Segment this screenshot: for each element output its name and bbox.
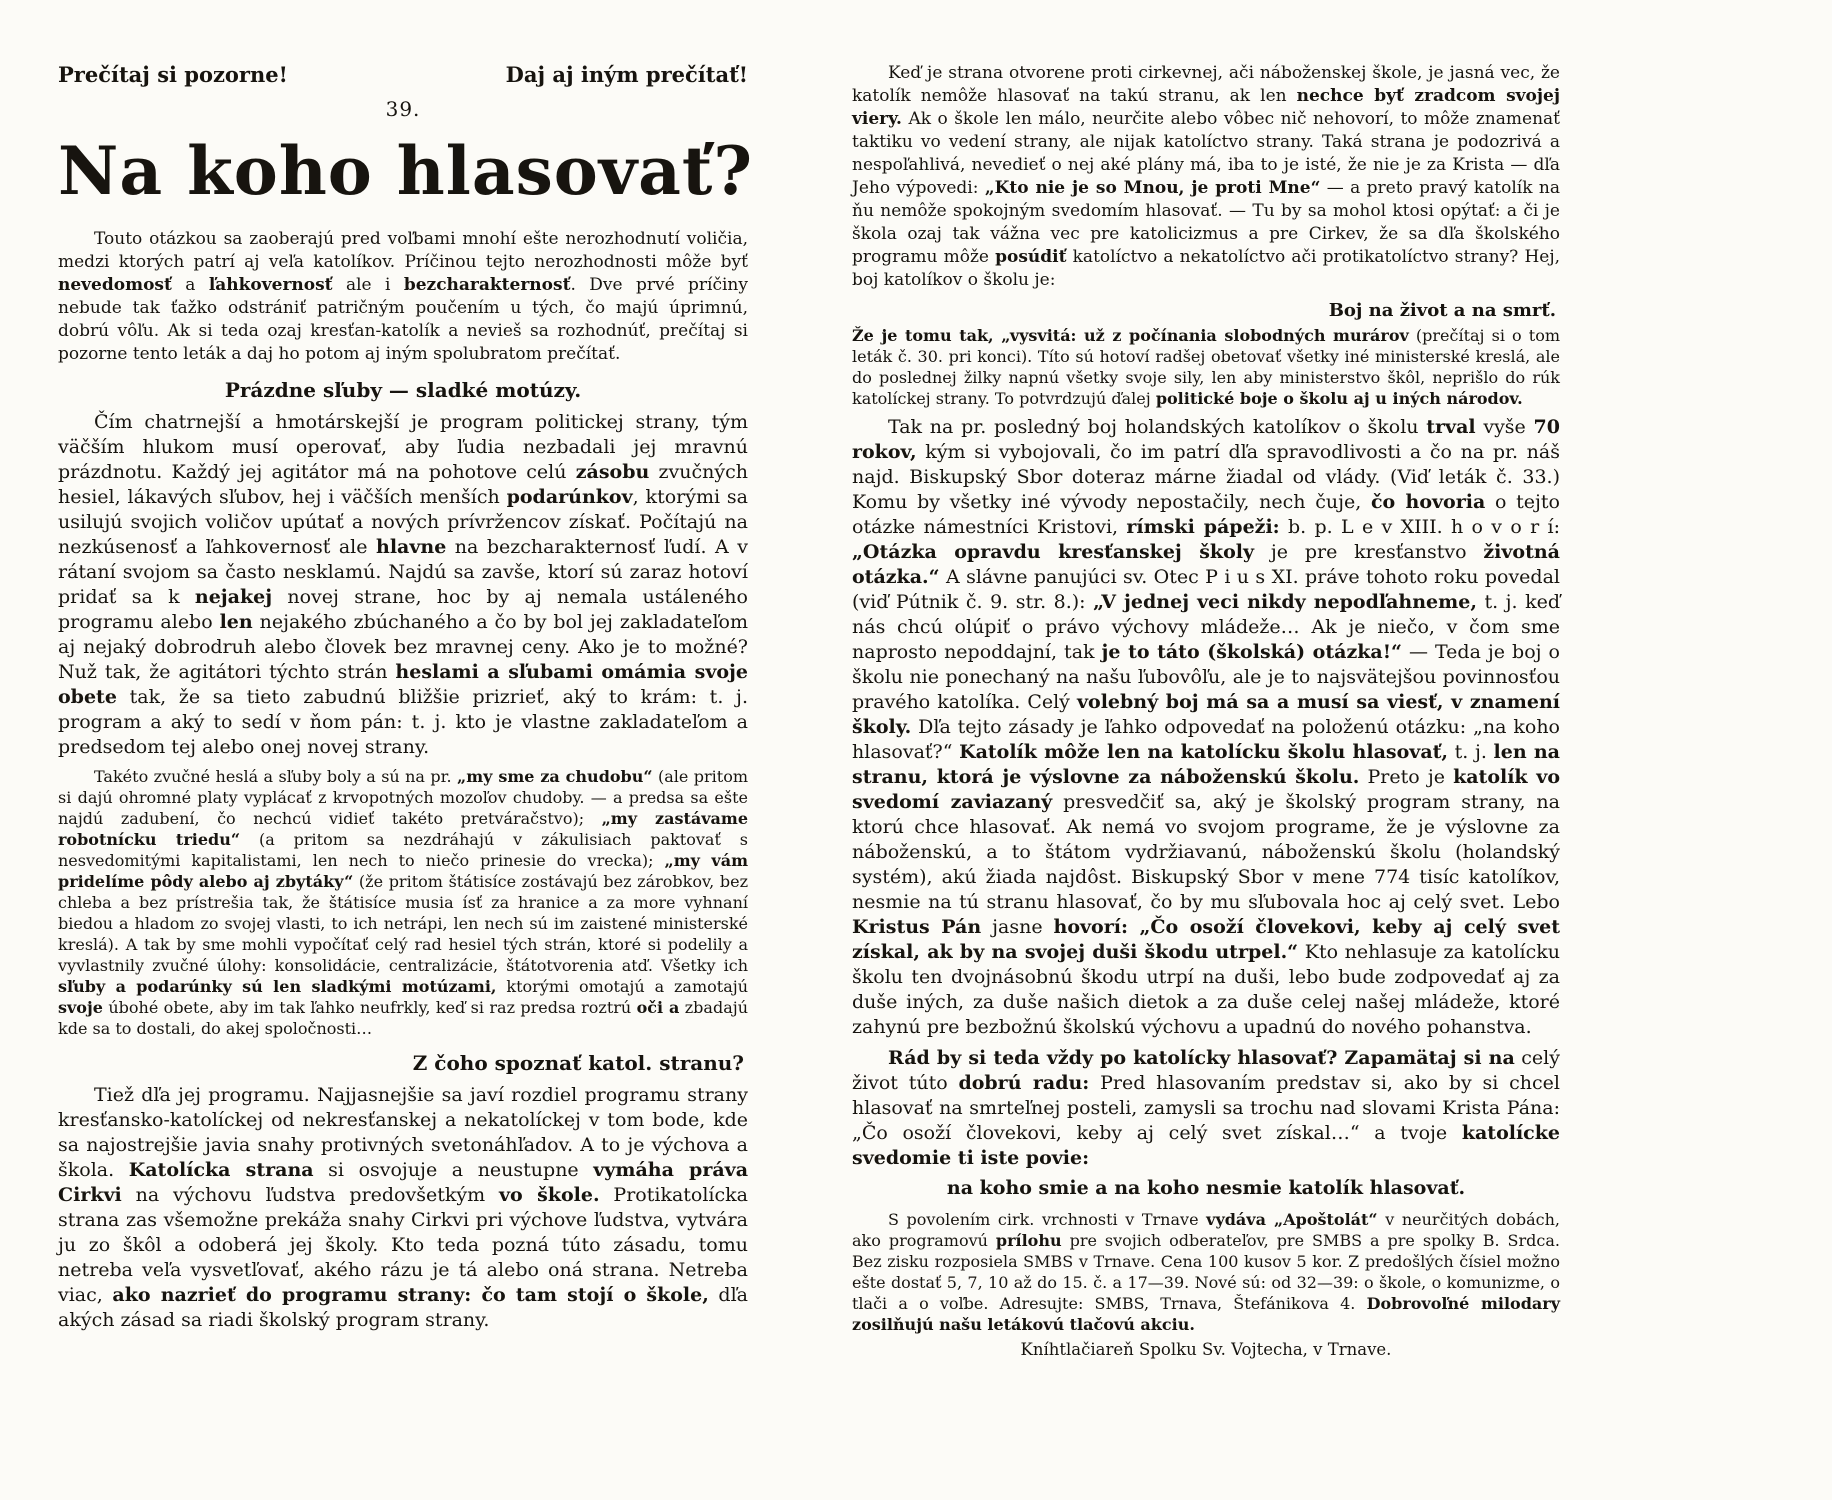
left-page <box>58 62 754 1333</box>
masthead <box>58 62 748 87</box>
masthead-left-note: Prečítaj si pozorne! <box>58 62 288 87</box>
page-title: Na koho hlasovať? <box>58 132 754 210</box>
section-heading-recognize-party: Z čoho spoznať katol. stranu? <box>412 1050 744 1075</box>
section-heading-fight-for-life: Boj na život a na smrť. <box>1328 300 1556 321</box>
masthead-right-note: Daj aj iným prečítať! <box>505 62 748 87</box>
publisher-footer: S povolením cirk. vrchnosti v Trnave vydáva „Apoštolát“ v neurčitých dobách, ako programovú prílohu pre svojich odberateľov, pre SMBS a pre spolky B. Srdca. Bez zisku rozposiela SMBS v Trnave. Cena 100 kusov 5 kor. Z predošlých čísiel možno ešte dostať 5, 7, 10 až do 15. č. a 17—39. Nové sú: od 32—39: o škole, o komunizme, o tlači a o voľbe. Adresujte: SMBS, Trnava, Štefánikova 4. Dobrovoľné milodary zosilňujú našu letákovú tlačovú akciu. <box>852 1210 1561 1334</box>
conclusion-line: na koho smie a na koho nesmie katolík hlasovať. <box>946 1177 1466 1199</box>
paragraph-dutch-catholics: Tak na pr. posledný boj holandských katolíkov o školu trval vyše 70 rokov, kým si vybojovali, čo im patrí dľa spravodlivosti a čo na pr. náš najd. Biskupský Sbor doteraz márne žiadal od vlády. (Viď leták č. 33.) Komu by všetky iné vývody nepostačily, nech čuje, čo hovoria o tejto otázke námestníci Kristovi, rímski pápeži: b. p. L e v XIII. h o v o r í: „Otázka opravdu kresťanskej školy je pre kresťanstvo životná otázka.“ A slávne panujúci sv. Otec P i u s XI. práve tohoto roku povedal (viď Pútnik č. 9. str. 8.): „V jednej veci nikdy nepodľahneme, t. j. keď nás chcú olúpiť o právo výchovy mládeže… Ak je niečo, v čom sme naprosto nepoddajní, tak je to táto (školská) otázka!“ — Teda je boj o školu nie ponechaný na našu ľubovôľu, ale je to najsvätejšou povinnosťou pravého katolíka. Celý volebný boj má sa a musí sa viesť, v znamení školy. Dľa tejto zásady je ľahko odpovedať na položenú otázku: „na koho hlasovať?“ Katolík môže len na katolícku školu hlasovať, t. j. len na stranu, ktorá je výslovne za náboženskú školu. Preto je katolík vo svedomí zaviazaný presvedčiť sa, aký je školský program strany, na ktorú chce hlasovať. Ak nemá vo svojom programe, že je výslovne za náboženskú, a to štátom vydržiavanú, náboženskú školu (holandský systém), akú žiada najdôst. Biskupský Sbor v mene 774 tisíc katolíkov, nesmie na tú stranu hlasovať, čo by mu sľubovala hoc aj celý svet. Lebo Kristus Pán jasne hovorí: „Čo osoží človekovi, keby aj celý svet získal, ak by na svojej duši škodu utrpel.“ Kto nehlasuje za katolícku školu ten dvojnásobnú škodu utrpí na duši, lebo bude zodpovedať aj za duše iných, za duše našich dietok a za duše celej našej mládeže, ktoré zahynú pre bezbožnú školskú výchovu a upadnú do nového pohanstva. <box>852 416 1560 1038</box>
paragraph-empty-promises: Čím chatrnejší a hmotárskejší je program politickej strany, tým väčším hlukom musí operovať, aby ľudia nezbadali jej mravnú prázdnotu. Každý jej agitátor má na pohotove celú zásobu zvučných hesiel, lákavých sľubov, hej i väčších menších podarúnkov, ktorými sa usilujú svojich voličov upútať a nových prívržencov získať. Počítajú na nezkúsenosť a ľahkovernosť ale hlavne na bezcharakternosť ľudí. A v rátaní svojom sa často nesklamú. Najdú sa zavše, ktorí sú zaraz hotoví pridať sa k nejakej novej strane, hoc by aj nemala ustáleného programu alebo len nejakého zbúchaného a čo by bol jej zakladateľom aj nejaký dobrodruh alebo človek bez mravnej ceny. Ako je to možné? Nuž tak, že agitátori týchto strán heslami a sľubami omámia svoje obete tak, že sa tieto zabudnú bližšie prizrieť, aký to krám: t. j. program a aký to sedí v ňom pán: t. j. kto je vlastne zakladateľom a predsedom tej alebo onej novej strany. <box>58 410 749 758</box>
printer-imprint: Kníhtlačiareň Spolku Sv. Vojtecha, v Trnave. <box>1020 1340 1392 1359</box>
paragraph-slogans-smallprint: Takéto zvučné heslá a sľuby boly a sú na pr. „my sme za chudobu“ (ale pritom si dajú ohromné platy vyplácať z krvopotných mozoľov chudoby. — a predsa sa ešte najdú zadubení, čo nechcú vidieť takéto pretváračstvo); „my zastávame robotnícku triedu“ (a pritom sa nezdráhajú v zákulisiach paktovať s nesvedomitými kapitalistami, len nech to niečo prinesie do vrecka); „my vám pridelíme pôdy alebo aj zbytáky“ (že pritom štátisíce zostávajú bez zárobkov, bez chleba a bez prístrešia tak, že štátisíce musia ísť za hranice a za more vyhnaní biedou a hladom zo svojej vlasti, to ich netrápi, len nech sú im zaistené ministerské kreslá). A tak by sme mohli vypočítať celý rad hesiel tých strán, ktoré si podelily a vyvlastnily zvučné úlohy: konsolidácie, centralizácie, štátotvorenia atď. Všetky ich sľuby a podarúnky sú len sladkými motúzami, ktorými omotajú a zamotajú svoje úbohé obete, aby im tak ľahko neufrkly, keď si raz predsa roztrú oči a zbadajú kde sa to dostali, do akej spoločnosti… <box>58 766 749 1038</box>
section-heading-empty-promises: Prázdne sľuby — sladké motúzy. <box>224 377 582 402</box>
paragraph-good-advice: Rád by si teda vždy po katolícky hlasovať? Zapamätaj si na celý život túto dobrú radu: Pred hlasovaním predstav si, ako by si chcel hlasovať na smrteľnej posteli, zamysli sa trochu nad slovami Krista Pána: „Čo osoží človekovi, keby aj celý svet získal…“ a tvoje katolícke svedomie ti iste povie: <box>852 1047 1560 1169</box>
right-page <box>852 62 1560 1359</box>
paragraph-freemasons-smallprint: Že je tomu tak, „vysvitá: už z počínania slobodných murárov (prečítaj si o tom leták č. 30. pri konci). Títo sú hotoví radšej obetovať všetky iné ministerské kreslá, ale do poslednej žilky napnú všetky svoje sily, len aby ministerstvo škôl, neprišlo do rúk katolíckej strany. To potvrdzujú ďalej politické boje o školu aj u iných národov. <box>852 326 1561 408</box>
paragraph-recognize-party: Tiež dľa jej programu. Najjasnejšie sa javí rozdiel programu strany kresťansko-katolíckej od nekresťanskej a nekatolíckej v tom bode, kde sa najostrejšie javia snahy protivných svetonáhľadov. A to je výchova a škola. Katolícka strana si osvojuje a neustupne vymáha práva Cirkvi na výchovu ľudstva predovšetkým vo škole. Protikatolícka strana zas všemožne prekáža snahy Cirkvi pri výchove ľudstva, vytvára ju zo škôl a odoberá jej školy. Kto teda pozná túto zásadu, tomu netreba veľa vysvetľovať, akého rázu je tá alebo oná strana. Netreba viac, ako nazrieť do programu strany: čo tam stojí o škole, dľa akých zásad sa riadi školský program strany. <box>58 1083 749 1331</box>
page-number: 39. <box>385 97 421 121</box>
intro-paragraph: Touto otázkou sa zaoberajú pred voľbami mnohí ešte nerozhodnutí voličia, medzi ktorých patrí aj veľa katolíkov. Príčinou tejto nerozhodnosti môže byť nevedomosť a ľahkovernosť ale i bezcharakternosť. Dve prvé príčiny nebude tak ťažko odstrániť patričným poučením u tých, čo majú úprimnú, dobrú vôľu. Ak si teda ozaj kresťan-katolík a nevieš sa rozhodnúť, prečítaj si pozorne tento leták a daj ho potom aj iným spolubratom prečítať. <box>58 228 748 364</box>
paragraph-against-church-school: Keď je strana otvorene proti cirkevnej, ači náboženskej škole, je jasná vec, že katolík nemôže hlasovať na takú stranu, ak len nechce byť zradcom svojej viery. Ak o škole len málo, neurčite alebo vôbec nič nehovorí, to môže znamenať taktiku vo vedení strany, ale nijak katolíctvo strany. Taká strana je podozrivá a nespoľahlivá, nevedieť o nej aké plány má, iba to je isté, že nie je za Krista — dľa Jeho výpovedi: „Kto nie je so Mnou, je proti Mne“ — a preto pravý katolík na ňu nemôže spokojným svedomím hlasovať. — Tu by sa mohol ktosi opýtať: a či je škola ozaj tak vážna vec pre katolicizmus a pre Cirkev, že sa dľa školského programu môže posúdiť katolíctvo a nekatolíctvo ači protikatolíctvo strany? Hej, boj katolíkov o školu je: <box>852 63 1561 290</box>
